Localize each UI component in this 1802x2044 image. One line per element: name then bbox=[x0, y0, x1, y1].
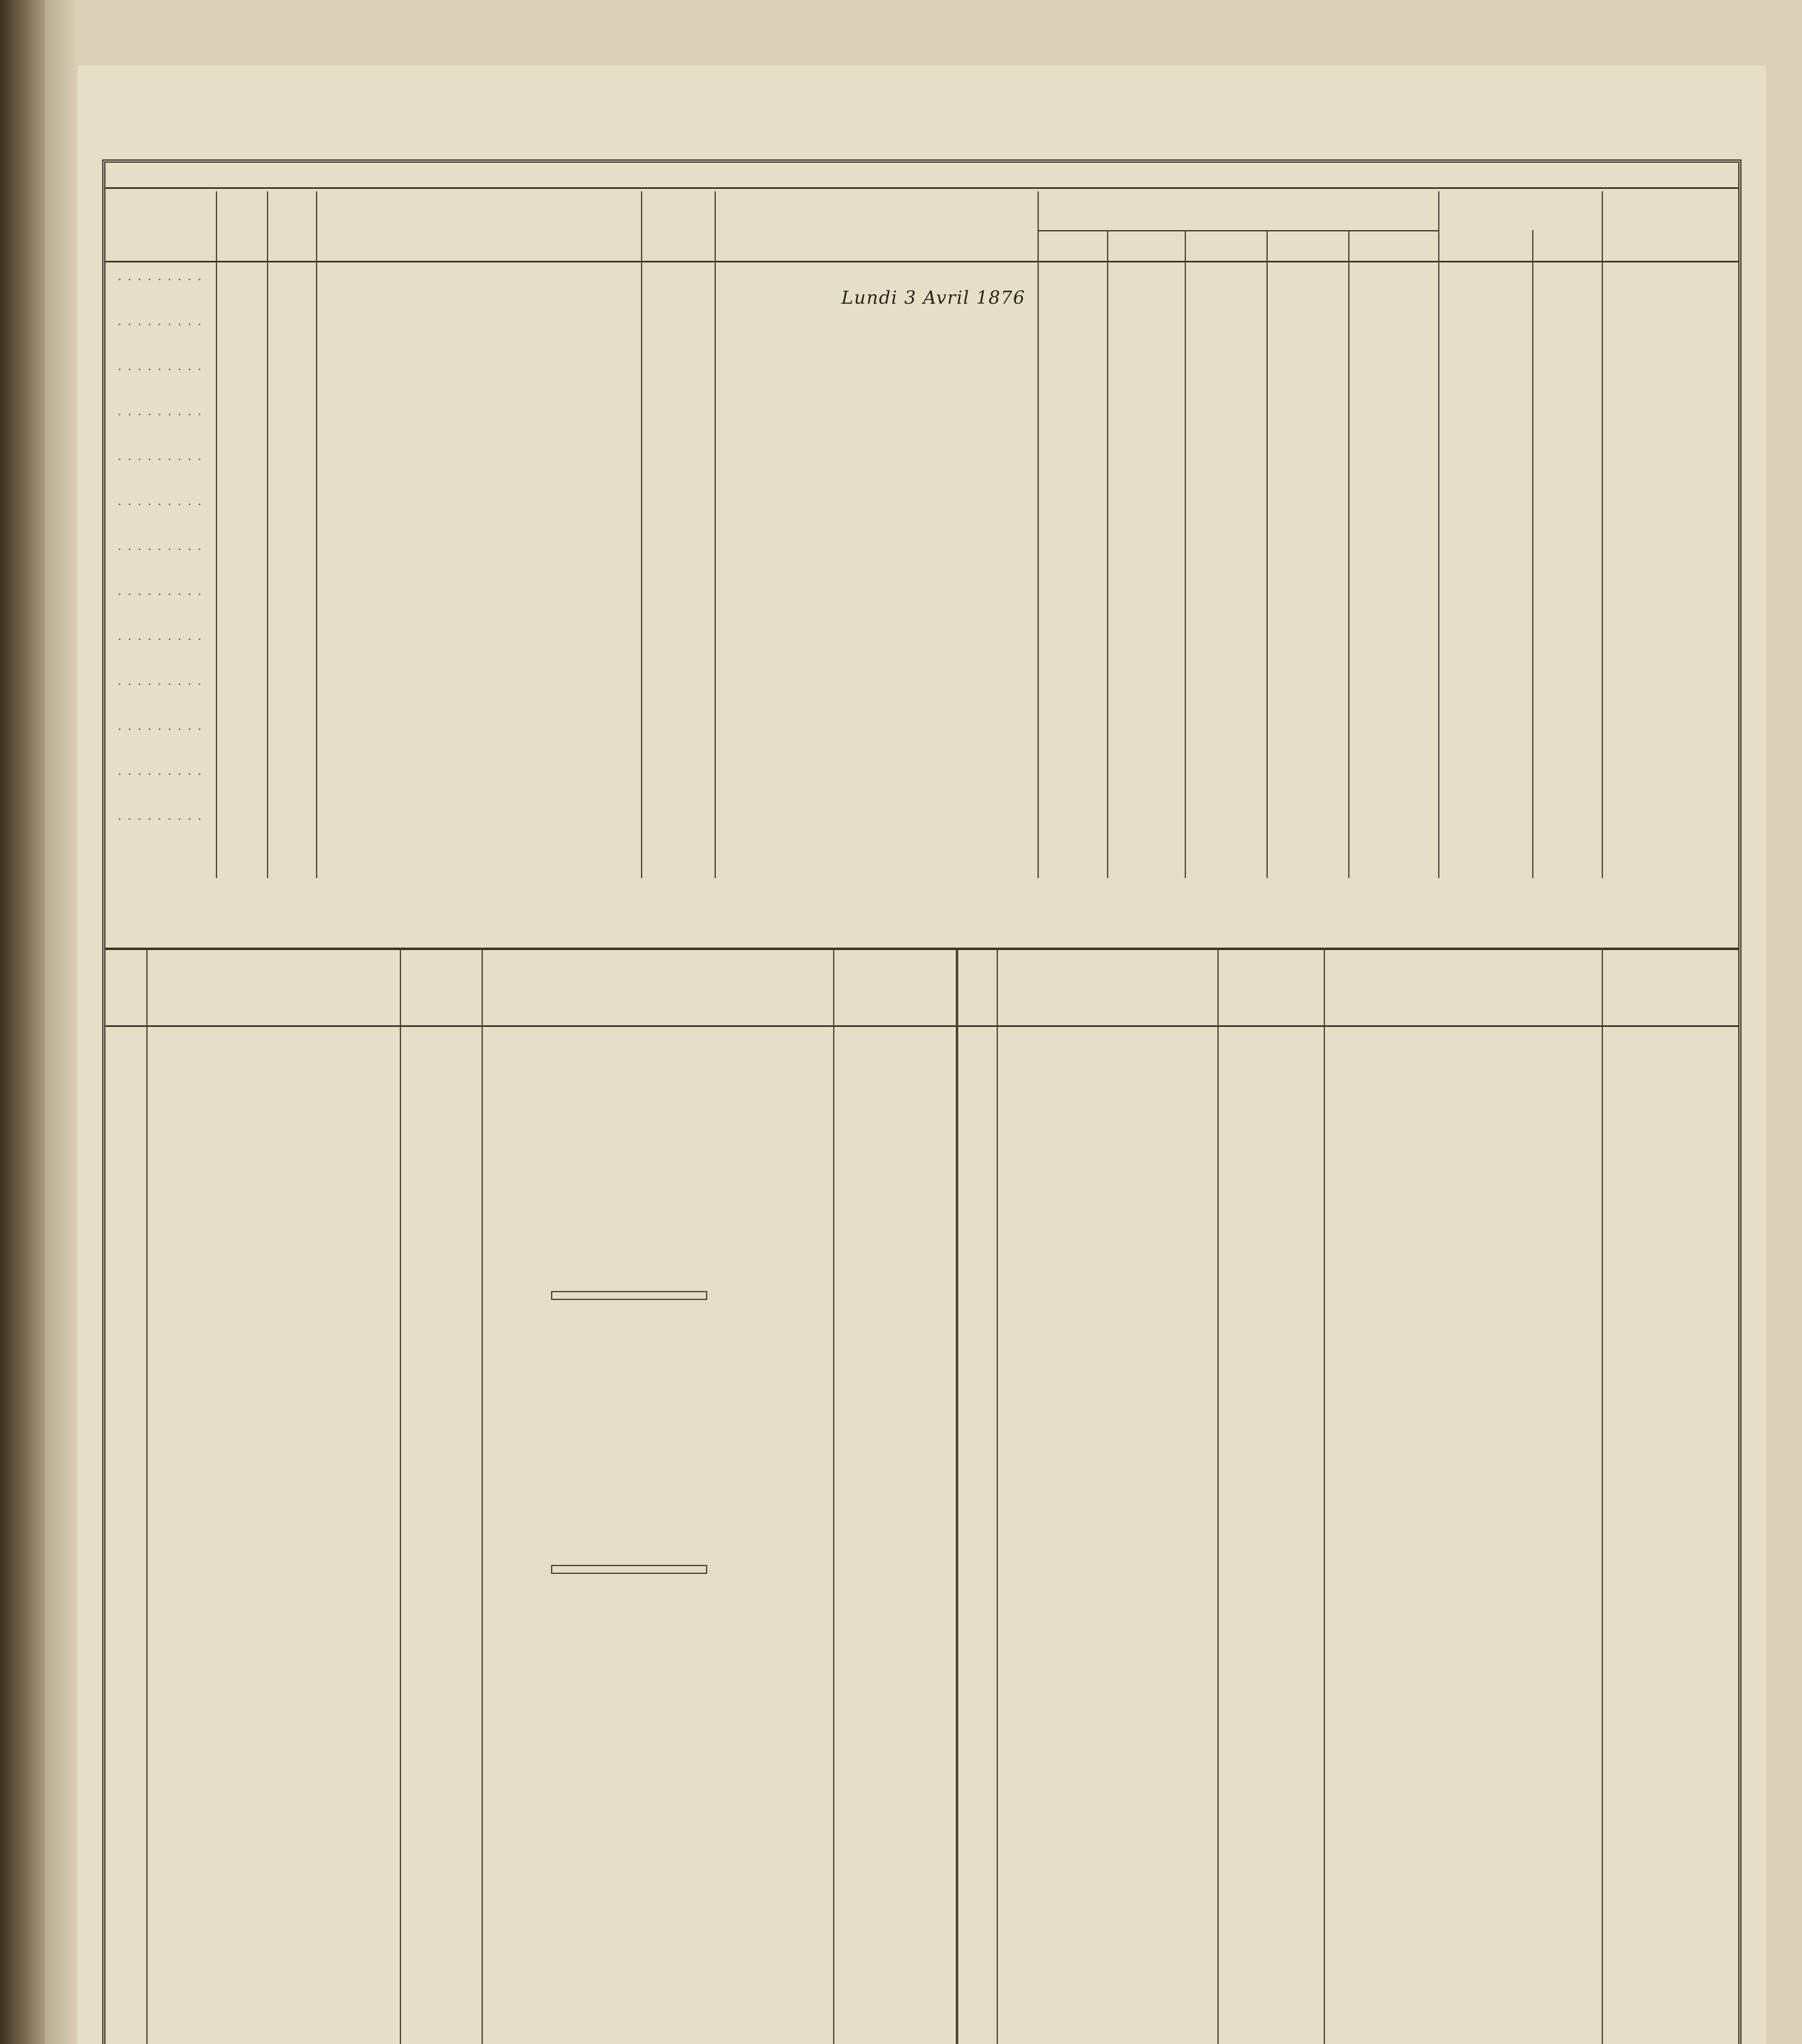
note-box-2 bbox=[551, 1565, 707, 1574]
report-dots: . . . . . . . . . bbox=[118, 359, 203, 373]
report-dots: . . . . . . . . . bbox=[118, 494, 203, 508]
report-dots: . . . . . . . . . bbox=[118, 314, 203, 328]
middle-divider bbox=[956, 948, 958, 2044]
top-subcol-rule bbox=[1266, 230, 1268, 878]
title-rule bbox=[105, 187, 1738, 189]
top-col-rule bbox=[715, 191, 716, 878]
right-col-rule bbox=[1324, 948, 1325, 2044]
top-col-rule bbox=[216, 191, 217, 878]
report-dots: . . . . . . . . . bbox=[118, 539, 203, 553]
left-col-rule bbox=[482, 948, 483, 2044]
report-dots: . . . . . . . . . bbox=[118, 269, 203, 283]
top-header-rule bbox=[105, 261, 1738, 262]
bottom-header-rule bbox=[105, 1025, 1738, 1027]
top-col-rule bbox=[1438, 191, 1439, 878]
report-dots: . . . . . . . . . bbox=[118, 809, 203, 823]
top-subcol-rule bbox=[1348, 230, 1349, 878]
left-col-rule bbox=[833, 948, 834, 2044]
right-col-rule bbox=[1602, 948, 1603, 2044]
quotation-table-frame bbox=[102, 159, 1741, 2044]
page-date-title: Lundi 3 Avril 1876 bbox=[841, 287, 1026, 308]
newspaper-page bbox=[78, 65, 1766, 2044]
report-dots: . . . . . . . . . bbox=[118, 719, 203, 733]
top-col-rule bbox=[267, 191, 268, 878]
report-dots: . . . . . . . . . bbox=[118, 764, 203, 778]
top-col-rule bbox=[1038, 191, 1039, 878]
top-col-rule bbox=[316, 191, 317, 878]
left-col-rule bbox=[146, 948, 148, 2044]
top-subcol-rule bbox=[1185, 230, 1186, 878]
report-dots: . . . . . . . . . bbox=[118, 404, 203, 418]
right-col-rule bbox=[997, 948, 998, 2044]
section-rule bbox=[105, 948, 1738, 950]
right-col-rule bbox=[1217, 948, 1219, 2044]
report-dots: . . . . . . . . . bbox=[118, 629, 203, 643]
top-col-rule bbox=[641, 191, 642, 878]
book-spine bbox=[0, 0, 45, 2044]
report-dots: . . . . . . . . . bbox=[118, 584, 203, 598]
top-col-rule bbox=[1602, 191, 1603, 878]
top-subcol-rule bbox=[1107, 230, 1108, 878]
note-box-1 bbox=[551, 1291, 707, 1300]
left-col-rule bbox=[400, 948, 401, 2044]
report-dots: . . . . . . . . . bbox=[118, 449, 203, 463]
book-gutter bbox=[45, 0, 78, 2044]
a-terme-rule bbox=[1038, 230, 1438, 231]
top-subcol-rule bbox=[1532, 230, 1533, 878]
report-dots: . . . . . . . . . bbox=[118, 674, 203, 688]
